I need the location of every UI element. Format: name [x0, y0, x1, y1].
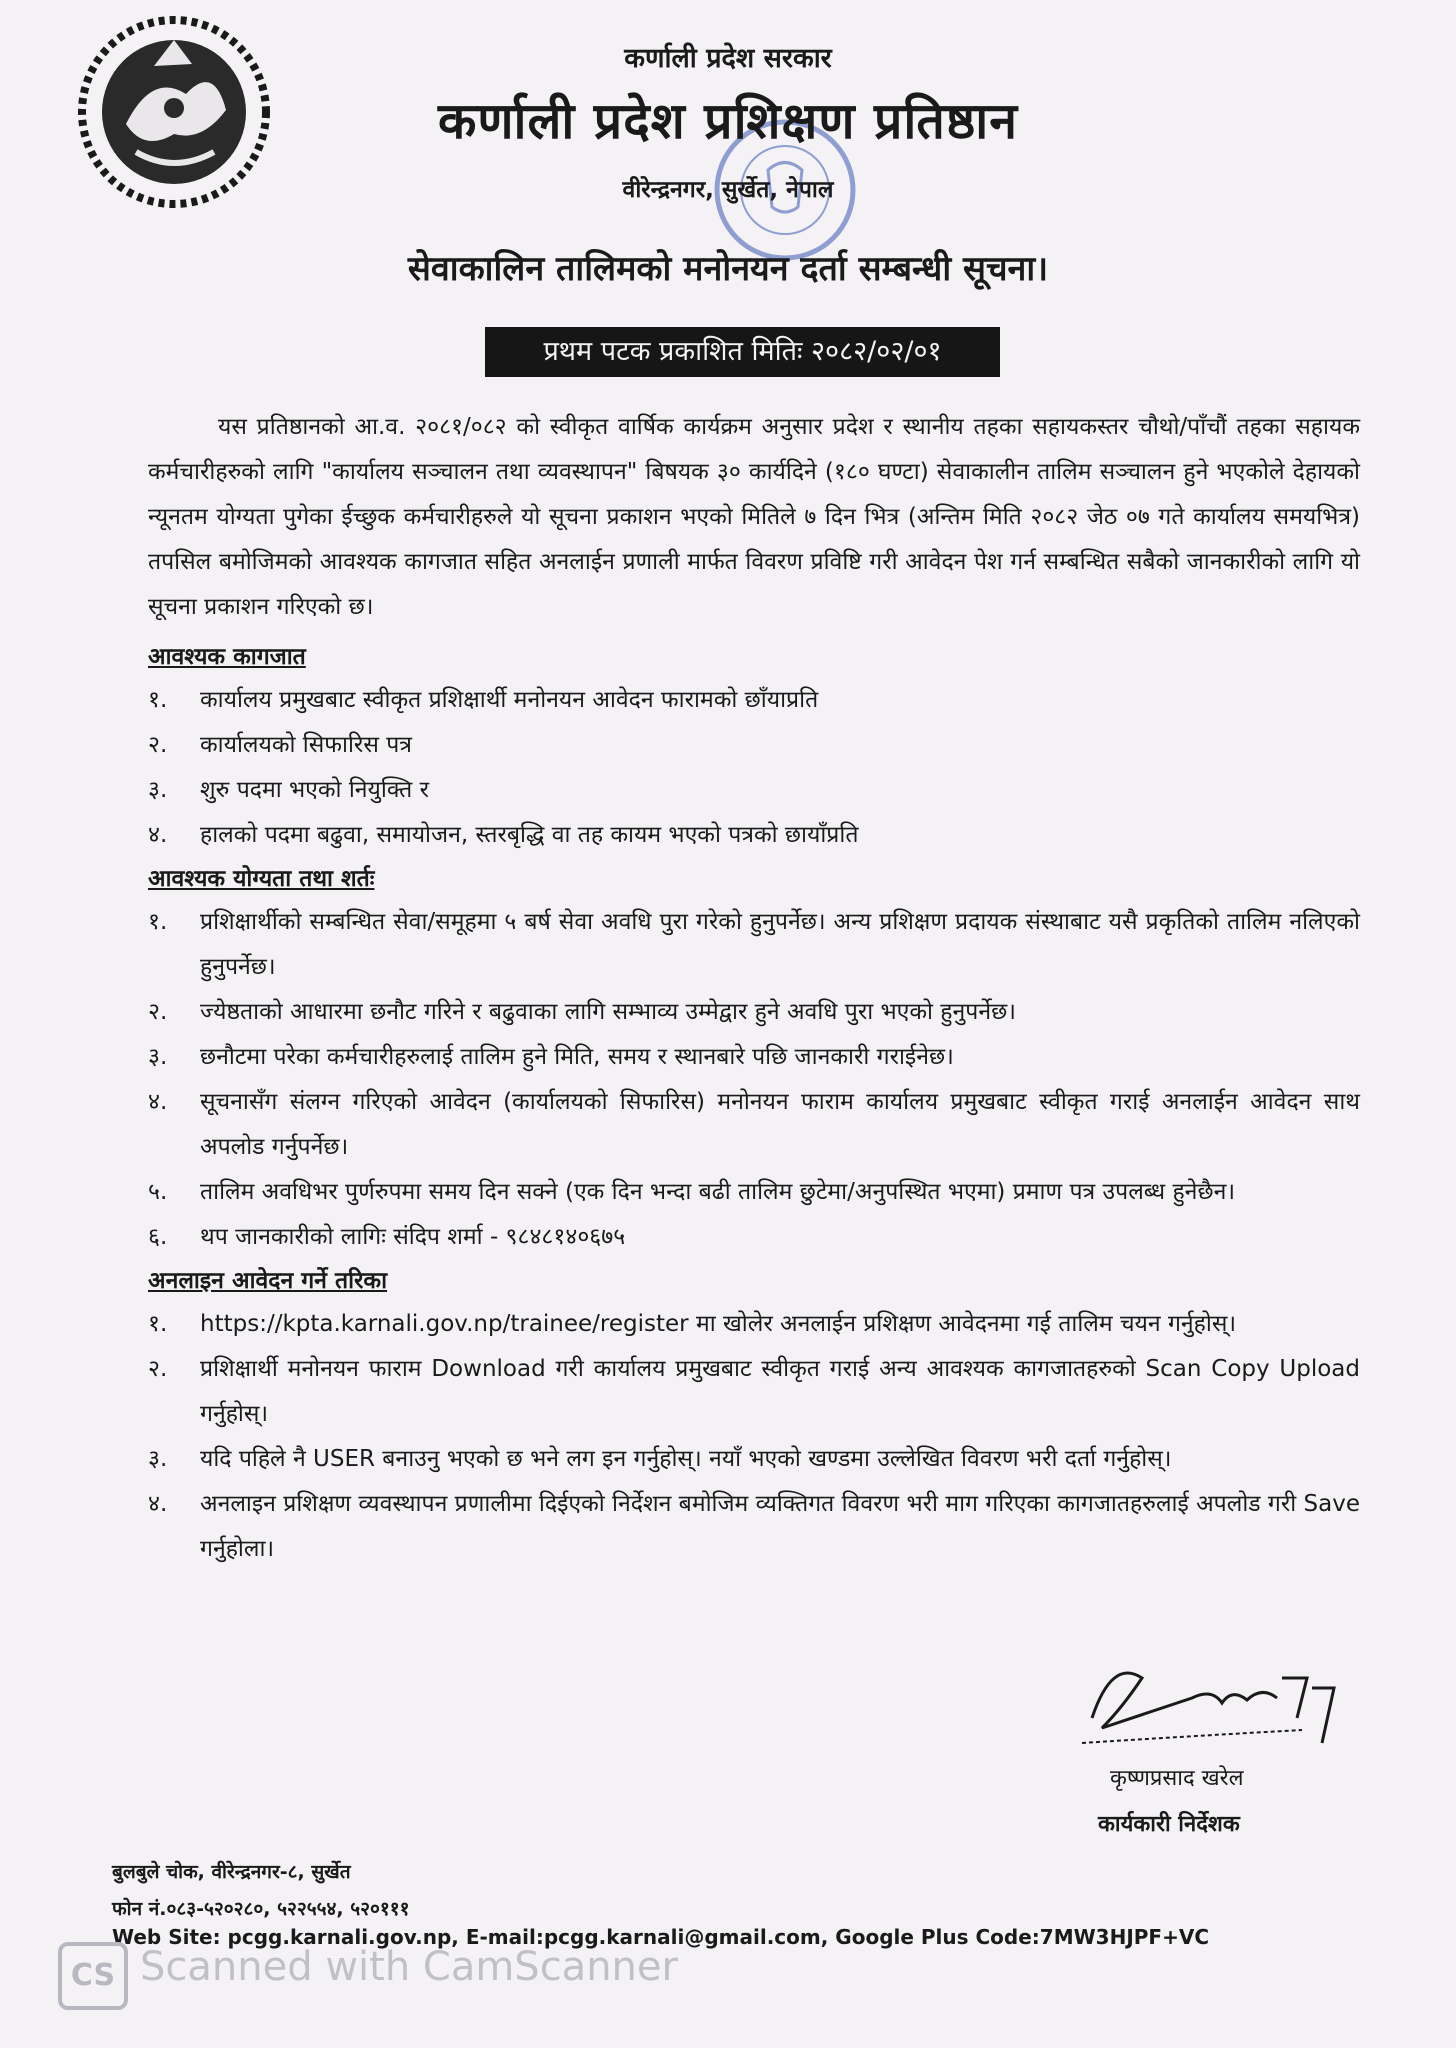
list-item [148, 678, 1360, 723]
item-text: शुरु पदमा भएको नियुक्ति र [200, 777, 429, 803]
item-number: १. [148, 909, 168, 935]
item-text: सूचनासँग संलग्न गरिएको आवेदन (कार्यालयको सिफारिस) मनोनयन फाराम कार्यालय प्रमुखबाट स्वीकृत गराई अनलाईन आवेदन साथ अपलोड गर्नुपर्नेछ। [200, 1089, 1360, 1160]
list-item [148, 1437, 1360, 1482]
item-number: ३. [148, 777, 168, 803]
item-text: थप जानकारीको लागिः संदिप शर्मा - ९८४८१४०६७५ [200, 1224, 626, 1250]
list-item [148, 813, 1360, 858]
footer-address: बुलबुले चोक, वीरेन्द्रनगर-८, सुर्खेत [112, 1861, 351, 1883]
item-number: २. [148, 999, 168, 1025]
documents-list [148, 678, 1360, 858]
online-steps-list [148, 1302, 1360, 1572]
qualifications-list [148, 900, 1360, 1260]
notice-body [148, 405, 1360, 1572]
item-number: ४. [148, 1491, 168, 1517]
notice-subject: सेवाकालिन तालिमको मनोनयन दर्ता सम्बन्धी सूचना। [407, 249, 1049, 289]
item-number: १. [148, 687, 168, 713]
item-number: ३. [148, 1446, 168, 1472]
list-item [148, 1347, 1360, 1437]
footer-web: Web Site: pcgg.karnali.gov.np, E-mail:pcgg.karnali@gmail.com, Google Plus Code:7MW3HJPF+VC [112, 1925, 1210, 1949]
documents-heading: आवश्यक कागजात [148, 644, 306, 670]
list-item [148, 1035, 1360, 1080]
item-number: २. [148, 732, 168, 758]
list-item [148, 723, 1360, 768]
camscanner-icon: CS [58, 1942, 128, 2010]
camscanner-watermark: Scanned with CamScanner [140, 1944, 678, 1990]
signatory-title: कार्यकारी निर्देशक [1098, 1812, 1240, 1837]
item-text: हालको पदमा बढुवा, समायोजन, स्तरबृद्धि वा तह कायम भएको पत्रको छायाँप्रति [200, 822, 859, 848]
government-name: कर्णाली प्रदेश सरकार [624, 43, 832, 74]
item-text: यदि पहिले नै USER बनाउनु भएको छ भने लग इन गर्नुहोस्। नयाँ भएको खण्डमा उल्लेखित विवरण भरी दर्ता गर्नुहोस्। [200, 1446, 1172, 1472]
publish-date-banner: प्रथम पटक प्रकाशित मितिः २०८२/०२/०१ [485, 327, 1000, 377]
list-item [148, 1215, 1360, 1260]
list-item [148, 990, 1360, 1035]
item-text: कार्यालय प्रमुखबाट स्वीकृत प्रशिक्षार्थी मनोनयन आवेदन फारामको छाँयाप्रति [200, 687, 819, 713]
item-text: ज्येष्ठताको आधारमा छनौट गरिने र बढुवाका लागि सम्भाव्य उम्मेद्वार हुने अवधि पुरा भएको हुनुपर्नेछ। [200, 999, 1016, 1025]
item-text: प्रशिक्षार्थीको सम्बन्धित सेवा/समूहमा ५ बर्ष सेवा अवधि पुरा गरेको हुनुपर्नेछ। अन्य प्रशिक्षण प्रदायक संस्थाबाट यसै प्रकृतिको तालिम नलिएको हुनुपर्नेछ। [200, 909, 1360, 980]
item-number: ३. [148, 1044, 168, 1070]
list-item [148, 1170, 1360, 1215]
signature-image [1072, 1648, 1342, 1768]
item-number: ५. [148, 1179, 168, 1205]
institution-address: वीरेन्द्रनगर, सुर्खेत, नेपाल [622, 177, 834, 203]
list-item [148, 1080, 1360, 1170]
item-text: कार्यालयको सिफारिस पत्र [200, 732, 412, 758]
item-text: तालिम अवधिभर पुर्णरुपमा समय दिन सक्ने (एक दिन भन्दा बढी तालिम छुटेमा/अनुपस्थित भएमा) प्रमाण पत्र उपलब्ध हुनेछैन। [200, 1179, 1236, 1205]
online-heading: अनलाइन आवेदन गर्ने तरिका [148, 1268, 388, 1294]
list-item [148, 1302, 1360, 1347]
item-text: https://kpta.karnali.gov.np/trainee/register मा खोलेर अनलाईन प्रशिक्षण आवेदनमा गई तालिम चयन गर्नुहोस्। [200, 1311, 1237, 1337]
signatory-name: कृष्णप्रसाद खरेल [1110, 1766, 1244, 1791]
item-text: छनौटमा परेका कर्मचारीहरुलाई तालिम हुने मिति, समय र स्थानबारे पछि जानकारी गराईनेछ। [200, 1044, 954, 1070]
list-item [148, 768, 1360, 813]
intro-paragraph: यस प्रतिष्ठानको आ.व. २०८१/०८२ को स्वीकृत वार्षिक कार्यक्रम अनुसार प्रदेश र स्थानीय तहका सहायकस्तर चौथो/पाँचौं तहका सहायक कर्मचारीहरुको लागि "कार्यालय सञ्चालन तथा व्यवस्थापन" बिषयक ३० कार्यदिने (१८० घण्टा) सेवाकालीन तालिम सञ्चालन हुने भएकोले देहायको न्यूनतम योग्यता पुगेका ईच्छुक कर्मचारीहरुले यो सूचना प्रकाशन भएको मितिले ७ दिन भित्र (अन्तिम मिति २०८२ जेठ ०७ गते कार्यालय समयभित्र) तपसिल बमोजिमको आवश्यक कागजात सहित अनलाईन प्रणाली मार्फत विवरण प्रविष्टि गरी आवेदन पेश गर्न सम्बन्धित सबैको जानकारीको लागि यो सूचना प्रकाशन गरिएको छ। [148, 414, 1360, 620]
item-number: २. [148, 1356, 168, 1382]
item-number: ४. [148, 1089, 168, 1115]
item-number: १. [148, 1311, 168, 1337]
item-number: ६. [148, 1224, 168, 1250]
list-item [148, 1482, 1360, 1572]
item-number: ४. [148, 822, 168, 848]
item-text: अनलाइन प्रशिक्षण व्यवस्थापन प्रणालीमा दिईएको निर्देशन बमोजिम व्यक्तिगत विवरण भरी माग गरिएका कागजातहरुलाई अपलोड गरी Save गर्नुहोला। [200, 1491, 1360, 1562]
footer-phone: फोन नं.०८३-५२०२८०, ५२२५५४, ५२०१११ [112, 1898, 410, 1920]
institution-name: कर्णाली प्रदेश प्रशिक्षण प्रतिष्ठान [437, 92, 1019, 150]
list-item [148, 900, 1360, 990]
qualifications-heading: आवश्यक योग्यता तथा शर्तः [148, 866, 375, 892]
item-text: प्रशिक्षार्थी मनोनयन फाराम Download गरी कार्यालय प्रमुखबाट स्वीकृत गराई अन्य आवश्यक कागजातहरुको Scan Copy Upload गर्नुहोस्। [200, 1356, 1360, 1427]
